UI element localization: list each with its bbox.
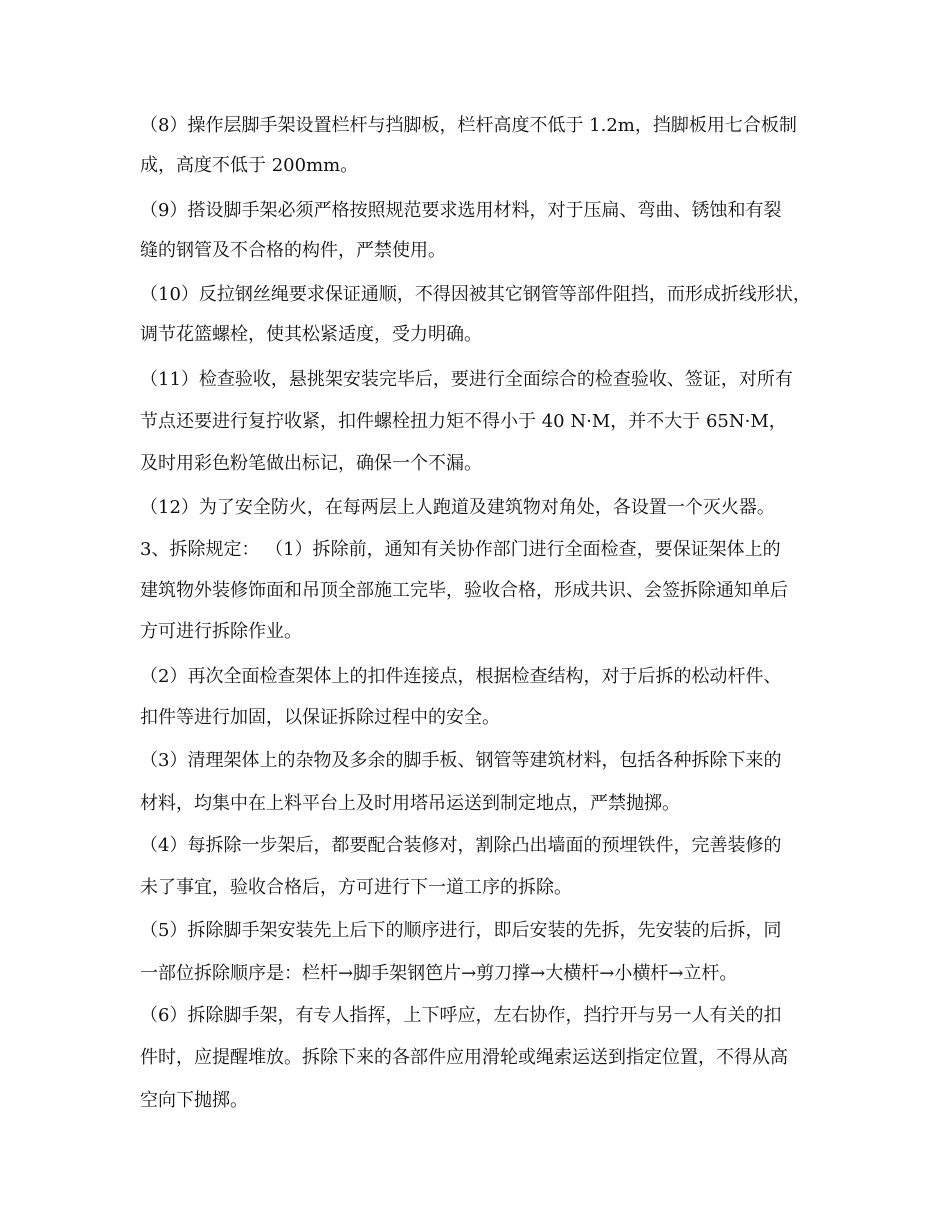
text-line: （12）为了安全防火，在每两层上人跑道及建筑物对角处，各设置一个灭火器。 (140, 497, 775, 518)
text-line: 件时，应提醒堆放。拆除下来的各部件应用滑轮或绳索运送到指定位置，不得从高 (140, 1047, 788, 1068)
text-line: 及时用彩色粉笔做出标记，确保一个不漏。 (140, 453, 482, 474)
text-line: 缝的钢管及不合格的构件，严禁使用。 (140, 240, 446, 261)
text-line: 一部位拆除顺序是：栏杆→脚手架钢笆片→剪刀撑→大横杆→小横杆→立杆。 (140, 963, 738, 984)
text-line: （6）拆除脚手架，有专人指挥，上下呼应，左右协作，挡拧开与另一人有关的扣 (140, 1005, 782, 1026)
text-line: （11）检查验收，悬挑架安装完毕后，要进行全面综合的检查验收、签证，对所有 (140, 369, 793, 390)
text-line: 节点还要进行复拧收紧，扣件螺栓扭力矩不得小于 40 N·M，并不大于 65N·M， (140, 411, 787, 432)
text-line: （10）反拉钢丝绳要求保证通顺，不得因被其它钢管等部件阻挡，而形成折线形状， (140, 284, 811, 305)
text-line: （3）清理架体上的杂物及多余的脚手板、钢管等建筑材料，包括各种拆除下来的 (140, 750, 782, 771)
text-line: 成，高度不低于 200mm。 (140, 155, 359, 176)
text-line: （2）再次全面检查架体上的扣件连接点，根据检查结构，对于后拆的松动杆件、 (140, 666, 782, 687)
text-line: 材料，均集中在上料平台上及时用塔吊运送到制定地点，严禁抛掷。 (140, 793, 680, 814)
text-line: 扣件等进行加固，以保证拆除过程中的安全。 (140, 707, 500, 728)
text-line: 3、拆除规定： （1）拆除前，通知有关协作部门进行全面检查，要保证架体上的 (140, 539, 781, 560)
text-line: 调节花篮螺栓，使其松紧适度，受力明确。 (140, 324, 482, 345)
text-line: 未了事宜，验收合格后，方可进行下一道工序的拆除。 (140, 877, 572, 898)
text-line: （9）搭设脚手架必须严格按照规范要求选用材料，对于压扁、弯曲、锈蚀和有裂 (140, 200, 782, 221)
text-line: 建筑物外装修饰面和吊顶全部施工完毕，验收合格，形成共识、会签拆除通知单后 (140, 580, 788, 601)
text-line: 方可进行拆除作业。 (140, 621, 302, 642)
text-line: 空向下抛掷。 (140, 1090, 248, 1111)
text-line: （4）每拆除一步架后，都要配合装修对，割除凸出墙面的预埋铁件，完善装修的 (140, 835, 782, 856)
text-line: （8）操作层脚手架设置栏杆与挡脚板，栏杆高度不低于 1.2m，挡脚板用七合板制 (140, 115, 797, 136)
text-line: （5）拆除脚手架安装先上后下的顺序进行，即后安装的先拆，先安装的后拆，同 (140, 920, 782, 941)
